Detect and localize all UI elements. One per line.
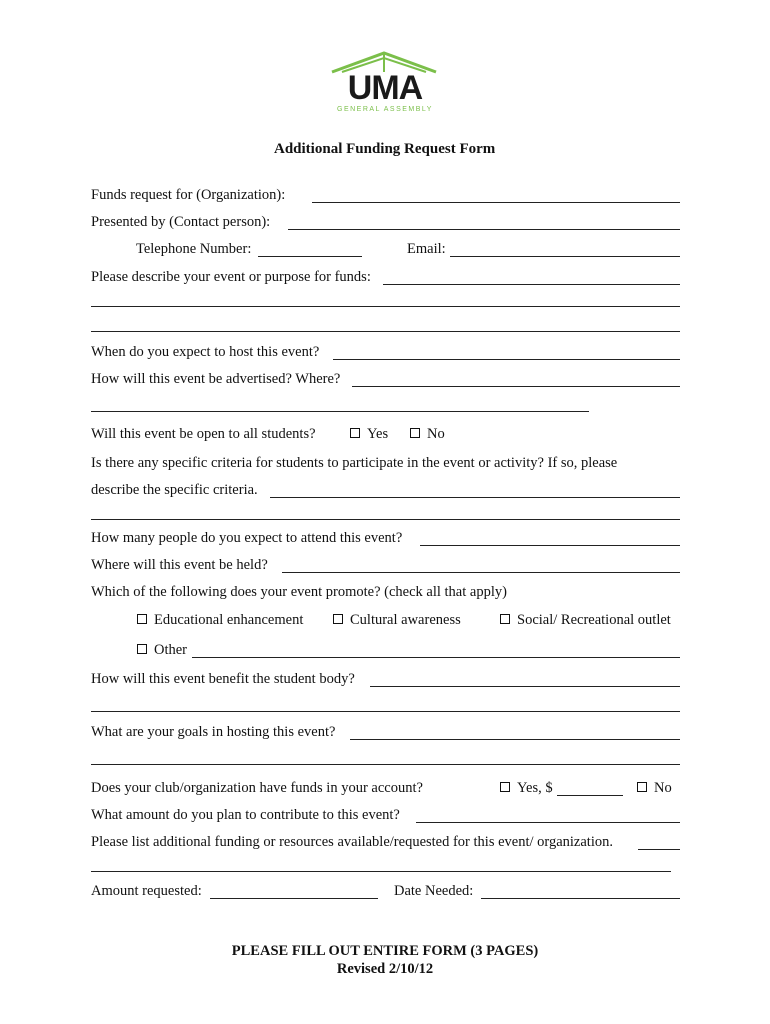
criteria-label-2: describe the specific criteria.	[91, 482, 258, 498]
advertised-input-line-2[interactable]	[91, 411, 589, 412]
other-label: Other	[154, 642, 188, 658]
contact-input-line[interactable]	[288, 229, 680, 230]
additional-input-line-2[interactable]	[91, 871, 671, 872]
additional-input-line-1[interactable]	[638, 849, 680, 850]
org-input-line[interactable]	[312, 202, 680, 203]
funds-amount-input-line[interactable]	[557, 795, 623, 796]
date-input-line[interactable]	[481, 898, 680, 899]
criteria-input-line-2[interactable]	[91, 519, 680, 520]
when-label: When do you expect to host this event?	[91, 344, 320, 360]
funds-no-checkbox[interactable]	[637, 782, 647, 792]
criteria-label-1: Is there any specific criteria for students to participate in the event or activity? If so, please	[91, 455, 618, 471]
amount-input-line[interactable]	[210, 898, 378, 899]
amount-label: Amount requested:	[91, 883, 202, 899]
cultural-checkbox[interactable]	[333, 614, 343, 624]
logo-wordmark: UMA	[347, 69, 423, 107]
open-yes-label: Yes	[367, 426, 389, 442]
benefit-input-line-2[interactable]	[91, 711, 680, 712]
where-input-line[interactable]	[282, 572, 680, 573]
phone-label: Telephone Number:	[136, 241, 252, 257]
advertised-label: How will this event be advertised? Where?	[91, 371, 341, 387]
describe-label: Please describe your event or purpose for funds:	[91, 269, 371, 285]
funds-no-label: No	[654, 780, 672, 796]
when-input-line[interactable]	[333, 359, 680, 360]
form-title: Additional Funding Request Form	[274, 141, 496, 157]
email-input-line[interactable]	[450, 256, 680, 257]
funds-yes-label: Yes, $	[517, 780, 553, 796]
describe-input-line-2[interactable]	[91, 306, 680, 307]
advertised-input-line-1[interactable]	[352, 386, 680, 387]
where-label: Where will this event be held?	[91, 557, 268, 573]
org-label: Funds request for (Organization):	[91, 187, 286, 203]
benefit-input-line-1[interactable]	[370, 686, 680, 687]
social-label: Social/ Recreational outlet	[517, 612, 671, 628]
goals-label: What are your goals in hosting this event?	[91, 724, 336, 740]
phone-input-line[interactable]	[258, 256, 362, 257]
other-checkbox[interactable]	[137, 644, 147, 654]
contribute-input-line[interactable]	[416, 822, 680, 823]
contact-label: Presented by (Contact person):	[91, 214, 271, 230]
open-no-label: No	[427, 426, 445, 442]
other-input-line[interactable]	[192, 657, 680, 658]
funds-label: Does your club/organization have funds in your account?	[91, 780, 423, 796]
describe-input-line-3[interactable]	[91, 331, 680, 332]
email-label: Email:	[407, 241, 446, 257]
benefit-label: How will this event benefit the student body?	[91, 671, 355, 687]
social-checkbox[interactable]	[500, 614, 510, 624]
open-yes-checkbox[interactable]	[350, 428, 360, 438]
date-label: Date Needed:	[394, 883, 474, 899]
funds-yes-checkbox[interactable]	[500, 782, 510, 792]
uma-logo	[328, 50, 442, 118]
footer-instruction: PLEASE FILL OUT ENTIRE FORM (3 PAGES)	[231, 943, 539, 959]
criteria-input-line-1[interactable]	[270, 497, 680, 498]
edu-checkbox[interactable]	[137, 614, 147, 624]
attend-label: How many people do you expect to attend this event?	[91, 530, 403, 546]
attend-input-line[interactable]	[420, 545, 680, 546]
goals-input-line-1[interactable]	[350, 739, 680, 740]
open-no-checkbox[interactable]	[410, 428, 420, 438]
footer-revision: Revised 2/10/12	[336, 961, 434, 977]
describe-input-line-1[interactable]	[383, 284, 680, 285]
logo-subtitle: GENERAL ASSEMBLY	[337, 106, 433, 113]
additional-label: Please list additional funding or resources available/requested for this event/ organization.	[91, 834, 613, 850]
goals-input-line-2[interactable]	[91, 764, 680, 765]
promote-label: Which of the following does your event promote? (check all that apply)	[91, 584, 507, 600]
open-label: Will this event be open to all students?	[91, 426, 316, 442]
edu-label: Educational enhancement	[154, 612, 304, 628]
cultural-label: Cultural awareness	[350, 612, 461, 628]
contribute-label: What amount do you plan to contribute to this event?	[91, 807, 400, 823]
